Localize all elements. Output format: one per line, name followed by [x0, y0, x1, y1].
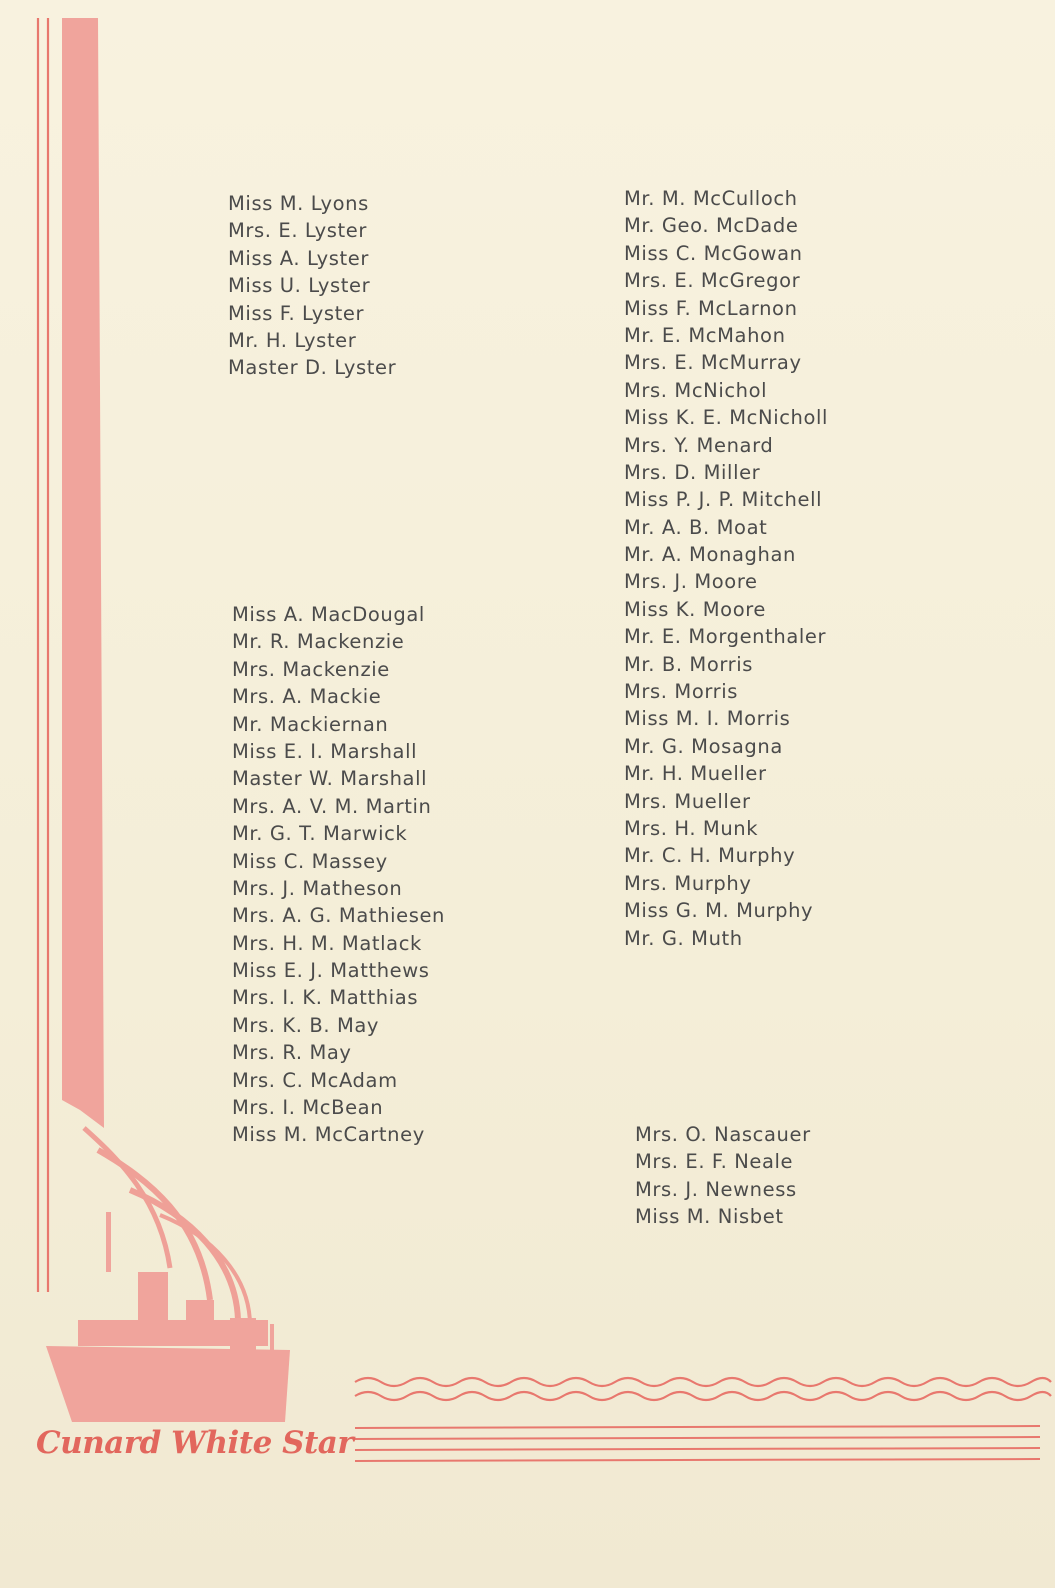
- passenger-name: Mr. C. H. Murphy: [624, 844, 796, 868]
- passenger-name: Mrs. A. V. M. Martin: [232, 794, 432, 818]
- passenger-name: Miss M. Lyons: [228, 192, 369, 215]
- passenger-name: Mrs. J. Newness: [635, 1177, 797, 1201]
- passenger-name: Master W. Marshall: [232, 767, 428, 791]
- passenger-name: Mr. G. T. Marwick: [232, 822, 408, 846]
- passenger-name: Miss A. Lyster: [228, 246, 369, 270]
- passenger-name: Miss E. J. Matthews: [232, 959, 430, 983]
- passenger-name: Mrs. O. Nascauer: [635, 1123, 811, 1146]
- horizontal-rules: [355, 1426, 1040, 1461]
- passenger-name: Mrs. A. Mackie: [232, 685, 382, 709]
- passenger-name: Mr. G. Muth: [624, 926, 743, 950]
- ship-funnel-icon: [46, 1212, 290, 1422]
- passenger-name: Mrs. Morris: [624, 680, 739, 704]
- passenger-name: Mrs. Mackenzie: [232, 657, 390, 681]
- passenger-name: Mr. Mackiernan: [232, 712, 389, 736]
- passenger-name: Mrs. Mueller: [624, 789, 751, 813]
- passenger-name: Mrs. D. Miller: [624, 460, 761, 484]
- passenger-name: Mrs. Murphy: [624, 871, 752, 895]
- passenger-name: Miss G. M. Murphy: [624, 899, 814, 923]
- names-column-right-b: [635, 1121, 811, 1231]
- passenger-name: Mrs. McNichol: [624, 378, 768, 402]
- passenger-name: Mrs. I. K. Matthias: [232, 986, 419, 1010]
- names-column-left-a: [228, 190, 396, 382]
- passenger-name: Mr. E. Morgenthaler: [624, 625, 827, 649]
- passenger-name: Mr. H. Lyster: [228, 328, 357, 352]
- passenger-name: Mrs. E. McGregor: [624, 269, 801, 293]
- passenger-name: Miss K. Moore: [624, 597, 767, 621]
- passenger-name: Mr. M. McCulloch: [624, 187, 798, 210]
- passenger-name: Miss P. J. P. Mitchell: [624, 488, 823, 512]
- passenger-name: Miss C. McGowan: [624, 241, 803, 265]
- passenger-name: Mrs. R. May: [232, 1041, 352, 1065]
- passenger-name: Miss M. Nisbet: [635, 1205, 784, 1229]
- passenger-name: Miss F. McLarnon: [624, 296, 798, 320]
- wave-lines-icon: [355, 1378, 1051, 1400]
- passenger-name: Mrs. Y. Menard: [624, 433, 774, 457]
- passenger-name: Mr. E. McMahon: [624, 323, 786, 347]
- passenger-name: Mrs. J. Matheson: [232, 876, 403, 900]
- passenger-name: Miss E. I. Marshall: [232, 739, 418, 763]
- passenger-name: Mrs. K. B. May: [232, 1013, 380, 1037]
- passenger-name: Mrs. H. M. Matlack: [232, 931, 422, 955]
- names-column-left-b: [232, 601, 445, 1149]
- passenger-name: Miss M. I. Morris: [624, 707, 791, 731]
- passenger-name: Miss K. E. McNicholl: [624, 406, 829, 430]
- passenger-name: Miss U. Lyster: [228, 274, 371, 298]
- passenger-name: Mrs. J. Moore: [624, 570, 758, 594]
- passenger-name: Miss M. McCartney: [232, 1123, 425, 1147]
- passenger-name: Mr. A. B. Moat: [624, 515, 768, 539]
- passenger-name: Mr. R. Mackenzie: [232, 630, 405, 654]
- passenger-name: Mrs. E. McMurray: [624, 351, 802, 375]
- passenger-name: Mr. G. Mosagna: [624, 734, 783, 758]
- vertical-band: [62, 18, 104, 1128]
- passenger-name: Mrs. E. F. Neale: [635, 1150, 794, 1174]
- passenger-name: Miss C. Massey: [232, 849, 388, 873]
- passenger-name: Miss A. MacDougal: [232, 603, 425, 626]
- passenger-name: Miss F. Lyster: [228, 301, 365, 325]
- brand-logo: Cunard White Star: [36, 1425, 354, 1461]
- passenger-name: Mrs. I. McBean: [232, 1096, 384, 1120]
- passenger-name: Mr. Geo. McDade: [624, 214, 799, 238]
- passenger-name: Mrs. E. Lyster: [228, 219, 367, 243]
- passenger-name: Mrs. H. Munk: [624, 816, 759, 840]
- names-column-right-a: [624, 185, 828, 952]
- passenger-name: Mrs. A. G. Mathiesen: [232, 904, 446, 928]
- passenger-name: Mrs. C. McAdam: [232, 1068, 398, 1092]
- passenger-name: Mr. B. Morris: [624, 652, 754, 676]
- passenger-name: Master D. Lyster: [228, 356, 397, 380]
- passenger-name: Mr. H. Mueller: [624, 762, 767, 786]
- passenger-name: Mr. A. Monaghan: [624, 543, 796, 567]
